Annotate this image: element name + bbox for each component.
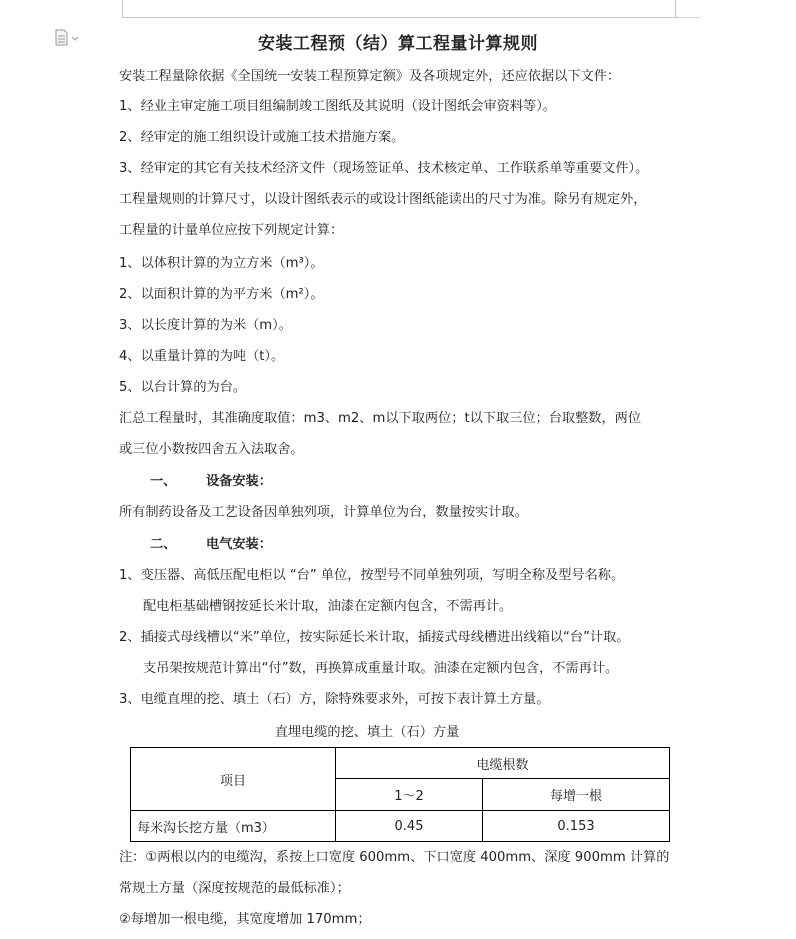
header-group-cell: 电缆根数 [336,748,670,779]
page-frame-top [122,0,676,18]
note-line-2: 常规土方量（深度按规范的最低标准）； [119,881,350,896]
elec-item-3: 3、电缆直埋的挖、填土（石）方，除特殊要求外，可按下表计算土方量。 [119,692,550,707]
elec-item-1: 1、变压器、高低压配电柜以 “台” 单位，按型号不同单独列项，写明全称及型号名称。 [119,568,625,583]
precision-line-2: 或三位小数按四舍五入法取舍。 [119,442,304,457]
elec-item-2: 2、插接式母线槽以“米”单位，按实际延长米计取，插接式母线槽进出线箱以“台”计取。 [119,630,630,645]
sub-header-cell: 每增一根 [483,779,670,811]
section-number: 一、 [150,474,177,489]
note-line-3: ②每增加一根电缆，其宽度增加 170mm； [119,912,371,927]
section-title: 设备安装： [206,474,272,489]
basis-item-3: 3、经审定的其它有关技术经济文件（现场签证单、技术核定单、工作联系单等重要文件）。 [119,161,649,176]
unit-item-5: 5、以台计算的为台。 [119,380,247,395]
precision-line-1: 汇总工程量时，其准确度取值：m3、m2、m以下取两位；t以下取三位；台取整数，两位 [119,411,642,426]
rule-text-line-1: 工程量规则的计算尺寸，以设计图纸表示的或设计图纸能读出的尺寸为准。除另有规定外， [119,192,647,207]
excavation-table [130,747,670,842]
page-frame-divider [676,17,700,18]
unit-item-3: 3、以长度计算的为米（m）。 [119,318,292,333]
section-title: 电气安装： [206,537,272,552]
note-line-1: 注：①两根以内的电缆沟，系按上口宽度 600mm、下口宽度 400mm、深度 900mm 计算的 [119,850,670,865]
document-title: 安装工程预（结）算工程量计算规则 [258,34,538,54]
elec-item-2-cont: 支吊架按规范计算出“付”数，再换算成重量计取。油漆在定额内包含，不需再计。 [143,661,619,676]
basis-item-2: 2、经审定的施工组织设计或施工技术措施方案。 [119,130,405,145]
section-1-text: 所有制药设备及工艺设备因单独列项，计算单位为台，数量按实计取。 [119,505,528,520]
unit-item-4: 4、以重量计算的为吨（t）。 [119,349,285,364]
section-heading-equipment [150,472,272,492]
elec-item-1-cont: 配电柜基础槽钢按延长米计取，油漆在定额内包含，不需再计。 [143,599,513,614]
table-caption: 直埋电缆的挖、填土（石）方量 [274,725,460,740]
section-heading-electrical [150,535,272,555]
value-cell: 0.45 [336,811,483,842]
rule-text-line-2: 工程量的计量单位应按下列规定计算： [119,223,344,238]
basis-item-1: 1、经业主审定施工项目组编制竣工图纸及其说明（设计图纸会审资料等）。 [119,99,556,114]
sub-header-cell: 1～2 [336,779,483,811]
unit-item-1: 1、以体积计算的为立方米（m³）。 [119,256,324,271]
intro-text: 安装工程量除依据《全国统一安装工程预算定额》及各项规定外，还应依据以下文件： [119,69,621,84]
value-cell: 0.153 [483,811,670,842]
row-label-cell: 每米沟长挖方量（m3） [131,811,336,842]
section-number: 二、 [150,537,177,552]
unit-item-2: 2、以面积计算的为平方米（m²）。 [119,287,324,302]
header-item-cell: 项目 [131,748,336,811]
